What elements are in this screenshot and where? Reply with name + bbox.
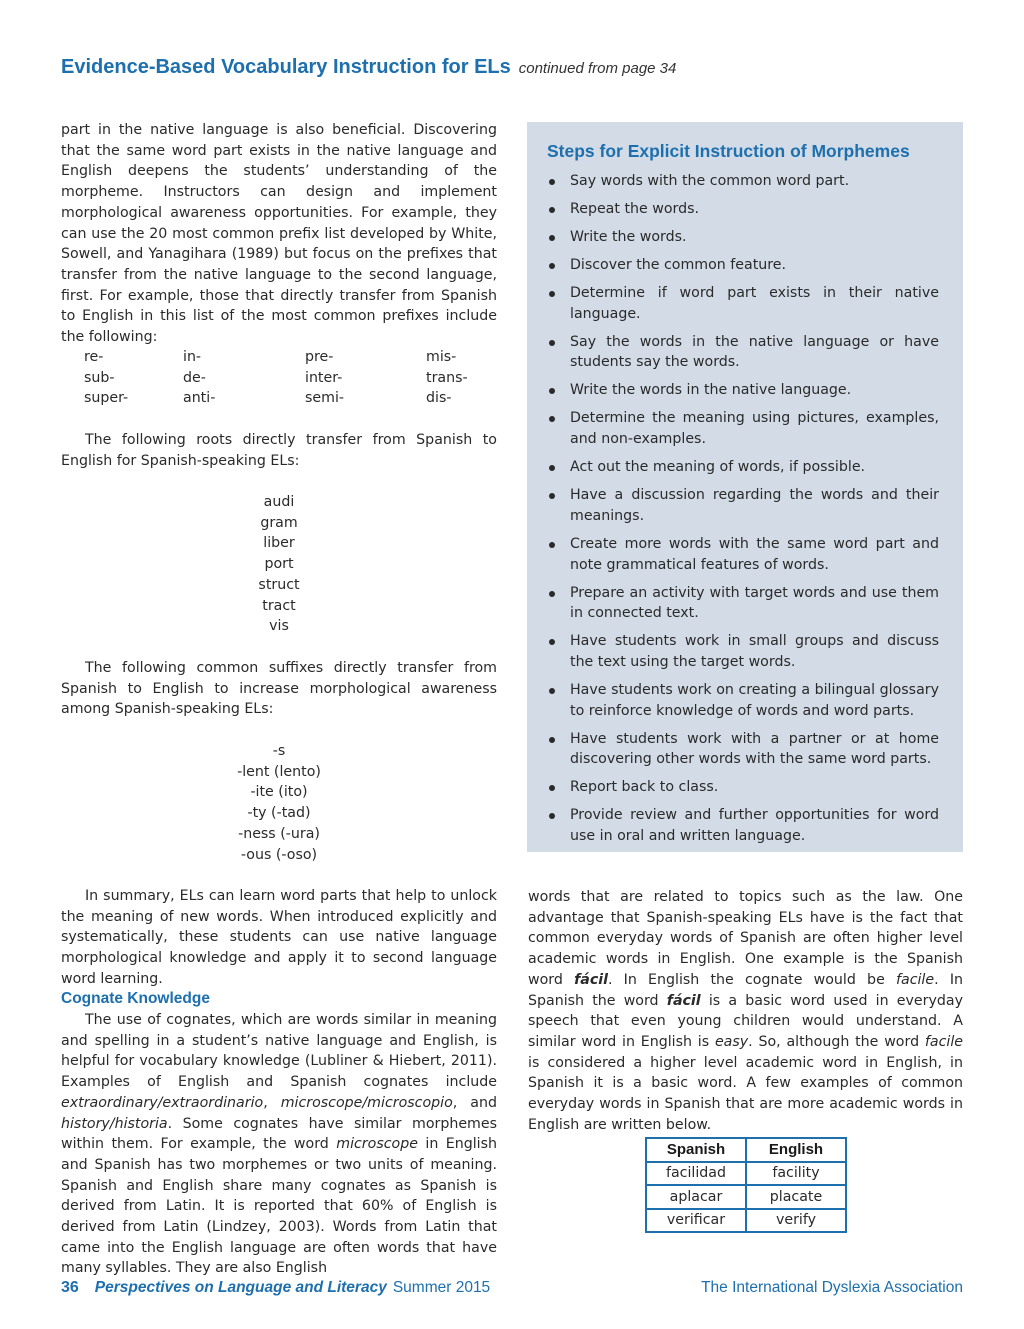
root-item: struct bbox=[258, 576, 300, 593]
term-emphasis: facile bbox=[896, 971, 935, 988]
association-name: The International Dyslexia Association bbox=[701, 1279, 963, 1296]
list-item bbox=[547, 631, 939, 672]
sidebar-heading: Steps for Explicit Instruction of Morphemes bbox=[547, 141, 910, 161]
text-run: . Some cognates have similar morphemes within them. For example, the word bbox=[61, 1115, 497, 1153]
column-header: English bbox=[746, 1138, 846, 1162]
text-run: is considered a higher level academic word in English, in Spanish it is a basic word. A few examples of common everyday words in Spanish that are more academic words in English are written below. bbox=[528, 1054, 963, 1133]
suffix-item: -s bbox=[272, 743, 286, 759]
prefix-item: inter- bbox=[305, 369, 343, 386]
left-paragraph-2: The following roots directly transfer from Spanish to English for Spanish-speaking ELs: bbox=[61, 432, 497, 469]
bullet-icon bbox=[549, 388, 555, 394]
bullet-icon bbox=[549, 340, 555, 346]
bullet-icon bbox=[549, 465, 555, 471]
list-item bbox=[547, 283, 939, 324]
prefix-item: dis- bbox=[426, 390, 452, 407]
continued-note: continued from page 34 bbox=[518, 60, 677, 77]
root-list bbox=[61, 492, 497, 637]
left-paragraph-1: part in the native language is also beneficial. Discovering that the same word part exists in the native language and English deepens the students’ understanding of the morpheme. Instructors can design and implement morphological awareness opportunities. For example, they can use the 20 most common prefix list developed by White, Sowell, and Yanagihara (1989) but focus on the prefixes that transfer from the native language to the second language, first. For example, those that directly transfer from Spanish to English in this list of the most common prefixes include the following: bbox=[61, 122, 497, 346]
root-item: liber bbox=[263, 535, 295, 552]
table-cell: facilidad bbox=[646, 1162, 746, 1186]
bullet-icon bbox=[549, 813, 555, 819]
left-paragraph-3: The following common suffixes directly transfer from Spanish to English to increase morphological awareness among Spanish-speaking ELs: bbox=[61, 660, 497, 718]
list-item bbox=[547, 227, 939, 248]
step-text: Have students work with a partner or at home discovering other words with the same word parts. bbox=[570, 730, 939, 768]
term-emphasis: facile bbox=[924, 1033, 963, 1050]
step-text: Determine the meaning using pictures, examples, and non-examples. bbox=[570, 410, 939, 448]
cognate-example: microscope/microscopio bbox=[280, 1094, 453, 1111]
suffix-item: -ty (-tad) bbox=[247, 805, 311, 822]
step-text: Create more words with the same word part and note grammatical features of words. bbox=[570, 535, 939, 573]
bullet-icon bbox=[549, 493, 555, 499]
cognate-heading: Cognate Knowledge bbox=[61, 990, 210, 1007]
morpheme-steps-sidebar bbox=[527, 122, 963, 852]
step-text: Have students work in small groups and discuss the text using the target words. bbox=[570, 633, 939, 670]
step-text: Have students work on creating a bilingual glossary to reinforce knowledge of words and word parts. bbox=[570, 681, 939, 719]
bullet-icon bbox=[549, 785, 555, 791]
text-run: words that are related to topics such as the law. One advantage that Spanish-speaking ELs have is the fact that common everyday words of Spanish are often higher level academic words in English. One example is the Spanish word bbox=[528, 889, 963, 988]
term-emphasis: easy bbox=[714, 1033, 749, 1050]
list-item bbox=[547, 255, 939, 276]
table-row bbox=[646, 1162, 846, 1186]
bullet-icon bbox=[549, 235, 555, 241]
bullet-icon bbox=[549, 291, 555, 297]
prefix-item: pre- bbox=[305, 349, 334, 365]
prefix-item: semi- bbox=[305, 390, 345, 407]
suffix-item: -lent (lento) bbox=[237, 763, 321, 780]
text-run: The use of cognates, which are words similar in meaning and spelling in a student’s native language and English, is helpful for vocabulary knowledge (Lubliner & Hiebert, 2011). Examples of English and Spanish cognates include bbox=[61, 1012, 497, 1091]
root-item: gram bbox=[260, 514, 298, 531]
list-item bbox=[547, 534, 939, 575]
page-number: 36 bbox=[61, 1279, 79, 1296]
table-cell: verify bbox=[746, 1209, 846, 1233]
page-header bbox=[61, 56, 676, 79]
list-item bbox=[547, 583, 939, 624]
list-item bbox=[547, 332, 939, 373]
root-item: tract bbox=[262, 597, 296, 614]
table-cell: facility bbox=[746, 1162, 846, 1186]
prefix-item: de- bbox=[183, 369, 206, 386]
step-text: Say the words in the native language or have students say the words. bbox=[570, 333, 939, 371]
list-item bbox=[547, 805, 939, 846]
table-row bbox=[646, 1185, 846, 1209]
step-text: Provide review and further opportunities for word use in oral and written language. bbox=[570, 807, 939, 845]
root-item: port bbox=[264, 556, 294, 573]
step-text: Report back to class. bbox=[570, 779, 719, 796]
bullet-icon bbox=[549, 639, 555, 645]
text-run: , bbox=[263, 1094, 281, 1111]
root-item: vis bbox=[269, 618, 289, 635]
text-run: . So, although the word bbox=[748, 1033, 925, 1050]
list-item bbox=[547, 680, 939, 721]
bullet-icon bbox=[549, 688, 555, 694]
list-item bbox=[547, 777, 939, 798]
step-text: Write the words. bbox=[570, 229, 687, 245]
prefix-row bbox=[84, 347, 484, 368]
term-emphasis: fácil bbox=[574, 971, 608, 988]
text-run: is a basic word used in everyday speech that even young children would understand. A similar word in English is bbox=[528, 992, 963, 1050]
bullet-icon bbox=[549, 263, 555, 269]
list-item bbox=[547, 171, 939, 192]
bullet-icon bbox=[549, 179, 555, 185]
table-row bbox=[646, 1209, 846, 1233]
step-text: Repeat the words. bbox=[570, 201, 700, 217]
list-item bbox=[547, 729, 939, 770]
steps-list bbox=[547, 171, 939, 854]
article-title: Evidence-Based Vocabulary Instruction for ELs bbox=[61, 56, 511, 78]
step-text: Act out the meaning of words, if possible. bbox=[570, 459, 866, 476]
step-text: Discover the common feature. bbox=[570, 257, 787, 273]
prefix-list bbox=[84, 347, 484, 409]
bullet-icon bbox=[549, 207, 555, 213]
left-paragraph-4: In summary, ELs can learn word parts that help to unlock the meaning of new words. When introduced explicitly and systematically, these students can use native language morphological knowledge and apply it to second language word learning. bbox=[61, 888, 497, 987]
text-run: , and bbox=[452, 1094, 497, 1111]
text-run: . In English the cognate would be bbox=[607, 971, 896, 988]
page-footer bbox=[61, 1279, 963, 1303]
step-text: Have a discussion regarding the words and their meanings. bbox=[570, 487, 939, 524]
table-cell: verificar bbox=[646, 1209, 746, 1233]
suffix-list bbox=[61, 741, 497, 865]
bullet-icon bbox=[549, 737, 555, 743]
prefix-item: mis- bbox=[426, 349, 457, 365]
root-item: audi bbox=[263, 494, 295, 510]
suffix-item: -ite (ito) bbox=[250, 784, 308, 801]
bullet-icon bbox=[549, 416, 555, 422]
issue-season: Summer 2015 bbox=[392, 1279, 491, 1296]
prefix-item: re- bbox=[84, 349, 104, 365]
prefix-item: sub- bbox=[84, 369, 115, 386]
text-run: in English and Spanish has two morphemes or two units of meaning. Spanish and English share many cognates as Spanish is derived from Latin. It is reported that 60% of English is derived from Latin (Lindzey, 2003). Words from Latin that came into the English language are often words that have many syllables. They are also English bbox=[61, 1136, 497, 1277]
step-text: Determine if word part exists in their native language. bbox=[570, 285, 939, 322]
prefix-item: super- bbox=[84, 390, 129, 407]
table-cell: aplacar bbox=[646, 1185, 746, 1209]
cognate-table bbox=[645, 1137, 847, 1233]
table-cell: placate bbox=[746, 1185, 846, 1209]
suffix-item: -ous (-oso) bbox=[240, 846, 318, 863]
suffix-item: -ness (-ura) bbox=[238, 825, 320, 842]
right-paragraph bbox=[528, 887, 963, 1135]
term-emphasis: microscope bbox=[336, 1136, 418, 1153]
bullet-icon bbox=[549, 542, 555, 548]
text-run: . In Spanish the word bbox=[528, 971, 963, 1009]
journal-name: Perspectives on Language and Literacy bbox=[94, 1279, 387, 1296]
cognate-example: extraordinary/extraordinario bbox=[61, 1094, 264, 1111]
list-item bbox=[547, 199, 939, 220]
list-item bbox=[547, 380, 939, 401]
step-text: Prepare an activity with target words and use them in connected text. bbox=[570, 584, 939, 622]
list-item bbox=[547, 485, 939, 526]
list-item bbox=[547, 457, 939, 478]
term-emphasis: fácil bbox=[666, 992, 701, 1009]
prefix-item: in- bbox=[183, 349, 202, 365]
prefix-row bbox=[84, 368, 484, 389]
list-item bbox=[547, 408, 939, 449]
prefix-item: anti- bbox=[183, 390, 216, 407]
cognate-example: history/historia bbox=[61, 1115, 168, 1132]
bullet-icon bbox=[549, 591, 555, 597]
step-text: Write the words in the native language. bbox=[570, 382, 852, 399]
prefix-item: trans- bbox=[426, 369, 468, 386]
left-paragraph-5 bbox=[61, 1010, 497, 1279]
prefix-row bbox=[84, 388, 484, 409]
column-header: Spanish bbox=[646, 1138, 746, 1162]
step-text: Say words with the common word part. bbox=[570, 173, 850, 189]
table-header-row bbox=[646, 1138, 846, 1162]
